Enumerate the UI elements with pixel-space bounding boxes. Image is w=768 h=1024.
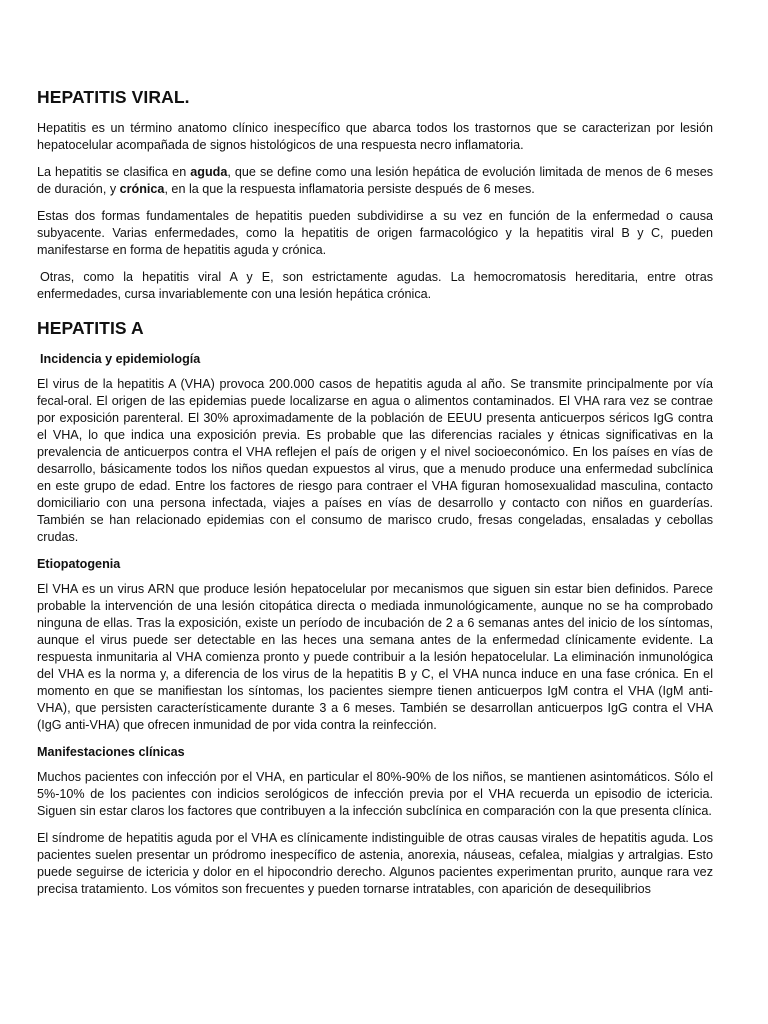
intro-paragraph-2 xyxy=(37,164,713,198)
section-title-hepatitis-a: HEPATITIS A xyxy=(37,318,144,338)
document-page xyxy=(37,86,713,898)
intro-paragraph-4: Otras, como la hepatitis viral A y E, son estrictamente agudas. La hemocromatosis hereditaria, entre otras enfermedades, cursa invariablemente con una lesión hepática crónica. xyxy=(37,270,713,301)
incidence-paragraph: El virus de la hepatitis A (VHA) provoca 200.000 casos de hepatitis aguda al año. Se transmite principalmente por vía fecal-oral. El origen de las epidemias puede localizarse en agua o alimentos contaminados. El VHA rara vez se contrae por exposición parenteral. El 30% aproximadamente de la población de EEUU presenta anticuerpos séricos IgG contra el VHA, lo que indica una exposición previa. Es probable que las diferencias raciales y étnicas significativas en la prevalencia de anticuerpos contra el VHA reflejen el país de origen y el nivel socioeconómico. En los países en vías de desarrollo, básicamente todos los niños quedan expuestos al virus, que a menudo produce una enfermedad subclínica en este grupo de edad. Entre los factores de riesgo para contraer el VHA figuran homosexualidad masculina, contacto domiciliario con una persona infectada, viajes a países en vías de desarrollo y contacto con niños en guarderías. También se han relacionado epidemias con el consumo de marisco crudo, fresas congeladas, ensaladas y cebollas crudas. xyxy=(37,377,713,544)
intro-paragraph-3: Estas dos formas fundamentales de hepatitis pueden subdividirse a su vez en función de la enfermedad o causa subyacente. Varias enfermedades, como la hepatitis de origen farmacológico y la hepatitis viral B y C, pueden manifestarse en forma de hepatitis aguda y crónica. xyxy=(37,209,713,257)
document-title: HEPATITIS VIRAL. xyxy=(37,87,190,107)
intro-p2-text-c: , que se define como una lesión hepática de evolución limitada de menos de 6 meses de duración, y xyxy=(37,165,713,196)
intro-p2-text-a: La hepatitis se clasifica en xyxy=(37,165,191,179)
clinical-paragraph-1: Muchos pacientes con infección por el VHA, en particular el 80%-90% de los niños, se mantienen asintomáticos. Sólo el 5%-10% de los pacientes con indicios serológicos de infección previa por el VHA recuerda un episodio de ictericia. Siguen sin estar claros los factores que contribuyen a la infección subclínica en comparación con la que presenta clínica. xyxy=(37,770,713,818)
subheading-clinical: Manifestaciones clínicas xyxy=(37,745,185,759)
term-aguda: aguda xyxy=(190,165,228,179)
intro-p2-text-e: , en la que la respuesta inflamatoria persiste después de 6 meses. xyxy=(164,182,535,196)
term-cronica: crónica xyxy=(119,182,165,196)
etiopathogenesis-paragraph: El VHA es un virus ARN que produce lesión hepatocelular por mecanismos que siguen sin estar bien definidos. Parece probable la intervención de una lesión citopática directa o mediada inmunológicamente, aunque no se ha comprobado ninguna de ellas. Tras la exposición, existe un período de incubación de 2 a 6 semanas antes del inicio de los síntomas, aunque el virus puede ser detectable en las heces una semana antes de la enfermedad clínicamente evidente. La respuesta inmunitaria al VHA comienza pronto y puede contribuir a la lesión hepatocelular. La eliminación inmunológica del VHA es la norma y, a diferencia de los virus de la hepatitis B y C, el VHA nunca induce en una fase crónica. En el momento en que se manifiestan los síntomas, los pacientes siempre tienen anticuerpos IgM contra el VHA (IgM anti-VHA), que persisten característicamente durante 3 a 6 meses. También se desarrollan anticuerpos IgG contra el VHA (IgG anti-VHA) que ofrecen inmunidad de por vida contra la reinfección. xyxy=(37,582,713,732)
subheading-etiopathogenesis: Etiopatogenia xyxy=(37,557,121,571)
clinical-paragraph-2: El síndrome de hepatitis aguda por el VHA es clínicamente indistinguible de otras causas virales de hepatitis aguda. Los pacientes suelen presentar un pródromo inespecífico de astenia, anorexia, náuseas, cefalea, mialgias y artralgias. Esto puede seguirse de ictericia y dolor en el hipocondrio derecho. Algunos pacientes experimentan prurito, aunque rara vez precisa tratamiento. Los vómitos son frecuentes y pueden tornarse intratables, con aparición de desequilibrios xyxy=(37,831,713,896)
subheading-incidence: Incidencia y epidemiología xyxy=(40,352,201,366)
intro-paragraph-1: Hepatitis es un término anatomo clínico inespecífico que abarca todos los trastornos que se caracterizan por lesión hepatocelular acompañada de signos histológicos de una respuesta necro inflamatoria. xyxy=(37,121,713,152)
